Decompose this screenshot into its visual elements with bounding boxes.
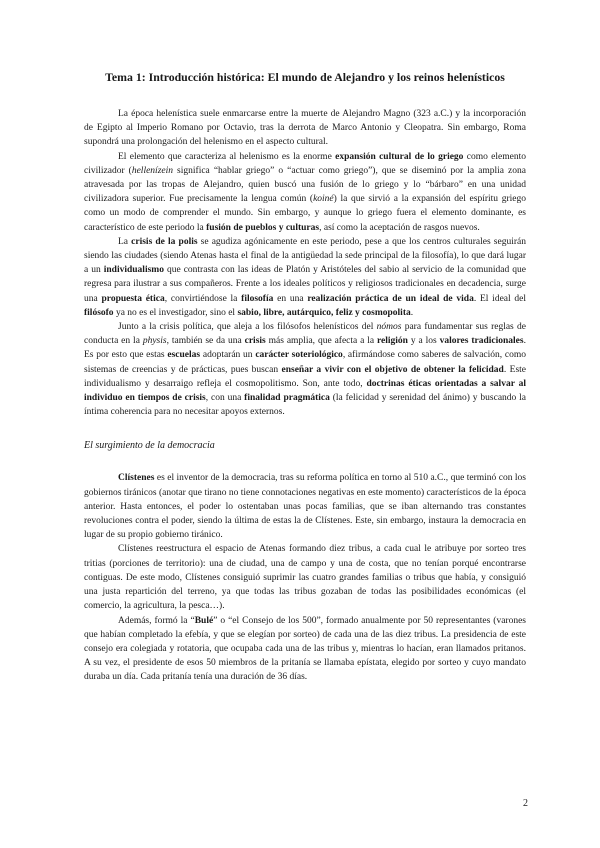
text-run: , convirtiéndose la — [164, 293, 242, 304]
page-number: 2 — [523, 798, 528, 809]
page-title: Tema 1: Introducción histórica: El mundo de Alejandro y los reinos helenísticos — [105, 70, 505, 84]
text-run: Junto a la crisis política, que aleja a los filósofos helenísticos del — [118, 322, 377, 333]
bold-term: sabio, libre, autárquico, feliz y cosmopolita — [237, 307, 411, 318]
bold-term: finalidad pragmática — [244, 393, 330, 404]
bold-term: crisis de la polis — [131, 236, 198, 247]
text-run: . Es por esto que estas — [84, 336, 526, 361]
text-run: . El ideal del — [473, 293, 527, 304]
section-intro — [84, 107, 526, 419]
paragraph — [84, 614, 526, 685]
text-run: significa “hablar griego” o “actuar como griego”), que se diseminó por la amplia zona atravesada por las tropas de Alejandro, quien buscó una fusión de lo griego y lo “bárbaro” en una unidad civilizadora superior. Fue precisamente la lengua común ( — [84, 165, 526, 205]
text-run: como elemento civilizador ( — [84, 151, 526, 176]
bold-term: enseñar a vivir con el objetivo de obtener la felicidad — [281, 364, 504, 375]
text-run: , también se da una — [166, 336, 245, 347]
bold-term: carácter soteriológico — [255, 350, 343, 361]
section-democracy — [84, 471, 526, 684]
bold-term: expansión cultural de lo griego — [335, 151, 464, 162]
text-run: , así como la aceptación de rasgos nuevos. — [319, 222, 480, 233]
bold-term: filosofía — [241, 293, 274, 304]
text-run: Además, formó la “ — [118, 615, 195, 626]
bold-term: propuesta ética — [101, 293, 165, 304]
text-run: se agudiza agónicamente en este periodo, pese a que los centros culturales seguirán siendo las ciudades (siendo Atenas hasta el final de la antigüedad la sede principal de la filosofía), lo que dará lugar a un — [84, 236, 526, 276]
text-run: es el inventor de la democracia, tras su reforma política en torno al 510 a.C., que terminó con los gobiernos tiránicos (anotar que tirano no tiene connotaciones negativas en este momento) característicos de la época anterior. Hasta entonces, el poder lo ostentaban unas pocas familias, que se iban alternando tras constantes revoluciones contra el poder, siendo la última de estas la de Clístenes. Este, sin embargo, instaura la democracia en lugar de su propio gobierno tiránico. — [84, 473, 526, 541]
text-run: . — [410, 307, 414, 318]
paragraph — [84, 150, 526, 235]
paragraph — [84, 320, 526, 419]
bold-term: valores tradicionales — [439, 336, 524, 347]
italic-term: physis — [142, 336, 167, 347]
bold-term: Bulé — [194, 615, 214, 626]
bold-term: fusión de pueblos y culturas — [206, 222, 320, 233]
text-run: adoptarán un — [200, 350, 256, 361]
bold-term: individualismo — [103, 265, 164, 276]
bold-term: crisis — [244, 336, 266, 347]
section-heading: El surgimiento de la democracia — [84, 440, 215, 452]
text-run: El elemento que caracteriza al helenismo es la enorme — [118, 151, 336, 162]
text-run: en una — [273, 293, 308, 304]
italic-term: nómos — [376, 322, 402, 333]
paragraph — [84, 471, 526, 542]
page-content — [84, 70, 526, 685]
bold-term: escuelas — [167, 350, 201, 361]
bold-term: Clístenes — [118, 473, 155, 484]
text-run: (la felicidad y serenidad del ánimo) y buscando la íntima coherencia para no necesitar apoyos externos. — [84, 393, 527, 418]
text-run: ya no es el investigador, sino el — [113, 307, 238, 318]
bold-term: doctrinas éticas orientadas a salvar al individuo en tiempos de crisis — [84, 378, 526, 404]
text-run: La — [118, 236, 132, 247]
italic-term: koiné — [313, 194, 334, 205]
text-run: , afirmándose como saberes de salvación, como sistemas de creencias y de prácticas, pues buscan — [84, 350, 527, 375]
paragraph — [84, 107, 526, 150]
italic-term: hellenízein — [131, 165, 173, 176]
text-run: . Este individualismo y desarraigo refleja el cosmopolitismo. Son, ante todo, — [84, 364, 526, 389]
paragraph — [84, 235, 526, 320]
text-run: que contrasta con las ideas de Platón y Aristóteles del sabio al servicio de la comunidad que regresa para ilustrar a sus compañeros. Frente a los ideales políticos y religiosos tradicionales en decadencia, surge una — [84, 265, 526, 304]
text-run: La época helenística suele enmarcarse entre la muerte de Alejandro Magno (323 a.C.) y la incorporación de Egipto al Imperio Romano por Octavio, tras la derrota de Marco Antonio y Cleopatra. Sin embargo, Roma supondrá una prolongación del helenismo en el aspecto cultural. — [84, 109, 526, 148]
paragraph — [84, 542, 526, 613]
bold-term: realización práctica de un ideal de vida — [307, 293, 474, 304]
text-run: ) la que sirvió a la expansión del espíritu griego como un modo de comprender el mundo. Sin embargo, y aunque lo griego fuera el elemento dominante, es característico de este periodo la — [84, 194, 526, 233]
text-run: Clístenes reestructura el espacio de Atenas formando diez tribus, a cada cual le atribuye por sorteo tres tritias (porciones de territorio): una de ciudad, una de campo y una de costa, que no tenían porqué encontrarse contiguas. De este modo, Clístenes consiguió suprimir las cuatro grandes familias o tribus que había, y consiguió una justa repartición del terreno, ya que todas las tribus gozaban de todas las posibilidades económicas (el comercio, la agricultura, la pesca…). — [84, 544, 526, 612]
text-run: , con una — [205, 393, 245, 404]
text-run: para fundamentar sus reglas de conducta en la — [84, 322, 526, 347]
bold-term: filósofo — [84, 307, 114, 318]
text-run: y a los — [407, 336, 440, 347]
bold-term: religión — [377, 336, 408, 347]
text-run: ” o “el Consejo de los 500”, formado anualmente por 50 representantes (varones que habían completado la efebía, y que se elegían por sorteo) de cada una de las diez tribus. La presidencia de este consejo era colegiada y rotatoria, que ocupaba cada una de las tribus y, mientras lo hacían, eran llamados pritanos. A su vez, el presidente de esos 50 miembros de la pritanía se llamaba epístata, elegido por sorteo y cuyo mandato duraba un día. Cada pritanía tenía una duración de 36 días. — [84, 615, 527, 683]
text-run: más amplia, que afecta a la — [265, 336, 377, 347]
